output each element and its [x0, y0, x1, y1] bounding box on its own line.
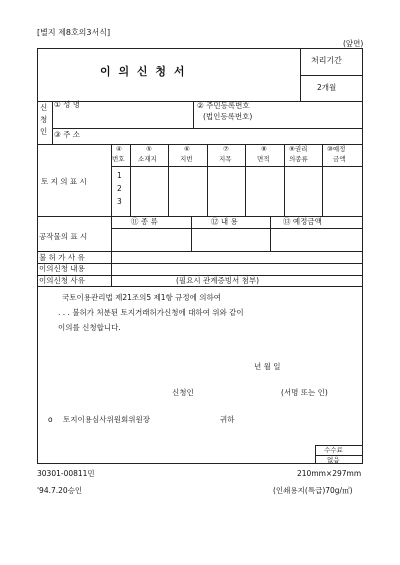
land-header-6-label: 의종류: [289, 155, 308, 163]
land-header-3-num: ⑥: [184, 145, 190, 153]
honorific: 귀하: [220, 415, 235, 424]
structure-section-label: 공작물의 표 시: [39, 232, 88, 241]
form-title: 이 의 신 청 서: [100, 65, 187, 78]
denial-reason-field[interactable]: [114, 253, 360, 261]
objection-reason-label: 이의신청 사유: [39, 276, 85, 285]
body-line-2: . . . 불허가 처분된 토지거래허가신청에 대하여 위와 같이: [58, 308, 244, 317]
date-line: 년 월 일: [254, 362, 281, 371]
land-header-3-label: 지번: [180, 155, 193, 163]
land-header-1-num: ④: [116, 145, 122, 153]
land-header-4-label: 지목: [219, 155, 232, 163]
body-line-3: 이의를 신청합니다.: [58, 323, 121, 332]
denial-reason-label: 불 허 가 사 유: [39, 253, 85, 262]
land-header-2-num: ⑤: [146, 145, 152, 153]
land-header-7-label: 금액: [333, 155, 346, 163]
land-header-6-num: ⑨권리: [289, 145, 308, 153]
fee-label: 수수료: [324, 446, 343, 454]
land-row-3-number: 3: [117, 197, 122, 206]
form-reference: [별지 제8호의3서식]: [37, 28, 111, 37]
land-header-7-num: ⑩예정: [327, 145, 346, 153]
resident-id-label: ② 주민등록번호: [197, 101, 250, 110]
paper-type: (인쇄용지(특급)70g/㎡): [273, 486, 353, 495]
applicant-label-3: 인: [40, 127, 48, 136]
paper-size: 210mm×297mm: [297, 469, 362, 478]
body-line-1: 국토이용관리법 제21조의5 제1항 규정에 의하여: [62, 293, 222, 302]
signer-label: 신청인: [172, 388, 194, 397]
structure-type-label: ⑪ 종 류: [131, 217, 158, 226]
applicant-label-1: 신: [40, 103, 48, 112]
land-row-1-number: 1: [117, 171, 122, 180]
applicant-label-2: 청: [40, 115, 48, 124]
structure-price-label: ⑬ 예정금액: [283, 217, 322, 226]
processing-period-value: 2개월: [317, 83, 337, 92]
land-header-1-label: 번호: [112, 155, 125, 163]
land-header-4-num: ⑦: [223, 145, 229, 153]
name-field[interactable]: [112, 112, 192, 124]
name-label: ① 성 명: [54, 100, 80, 109]
corporate-id-label: (법인등록번호): [203, 112, 253, 121]
objection-content-field[interactable]: [114, 265, 360, 273]
objection-content-label: 이의신청 내용: [39, 264, 85, 273]
address-field[interactable]: [112, 130, 360, 142]
form-code: 30301-00811민: [37, 469, 95, 478]
resident-id-field[interactable]: [275, 103, 361, 125]
structure-content-label: ⑫ 내 용: [211, 217, 238, 226]
land-row-2-number: 2: [117, 184, 122, 193]
land-header-5-label: 면적: [257, 155, 270, 163]
land-section-label: 토 지 의 표 시: [41, 177, 87, 186]
signature-note: (서명 또는 인): [281, 388, 328, 397]
fee-value: 없음: [327, 456, 340, 464]
land-header-5-num: ⑧: [261, 145, 267, 153]
address-label: ③ 주 소: [54, 130, 80, 139]
approval-date: '94.7.20승인: [37, 486, 83, 495]
recipient-label: 토지이용심사위원회위원장: [63, 415, 150, 424]
attachment-note: (필요시 관계증빙서 첨부): [176, 276, 260, 285]
recipient-bullet: o: [48, 415, 53, 424]
front-side-note: (앞면): [343, 39, 364, 48]
processing-period-label: 처리기간: [311, 56, 342, 65]
land-header-2-label: 소재지: [138, 155, 157, 163]
